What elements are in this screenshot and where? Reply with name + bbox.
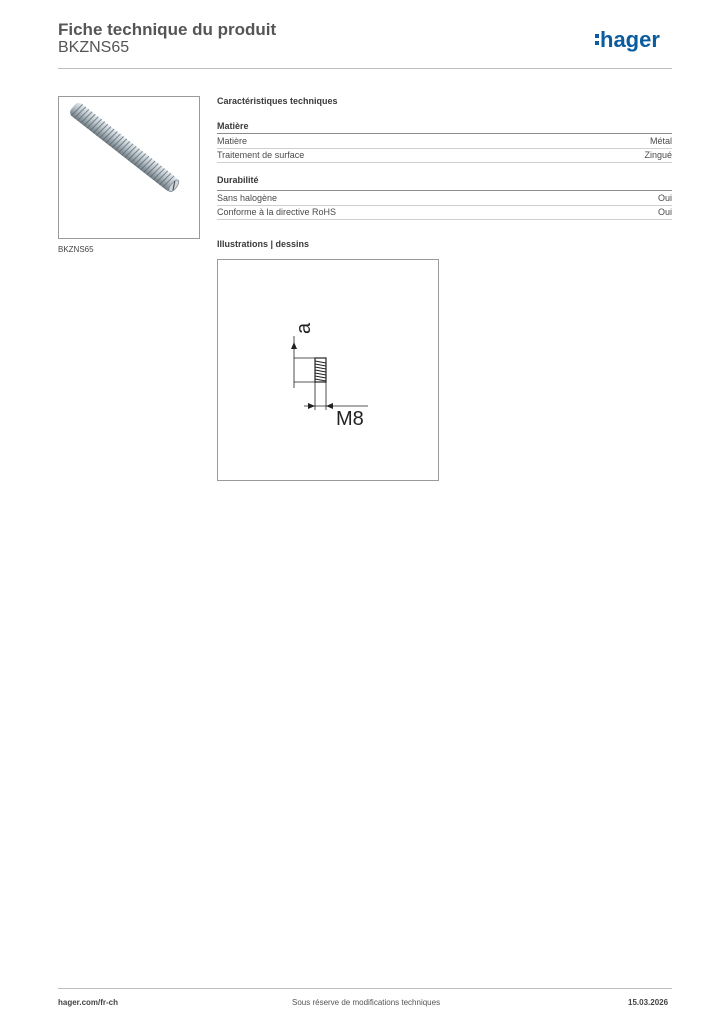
row-divider (217, 162, 672, 163)
page-title: Fiche technique du produit (58, 20, 277, 39)
spec-value: Oui (657, 207, 672, 217)
arrow-icon (326, 403, 333, 409)
spec-value: Métal (649, 136, 672, 146)
dimension-drawing (217, 259, 439, 481)
group-title-material: Matière (217, 121, 249, 131)
threaded-rod-illustration (59, 97, 200, 239)
spec-label: Traitement de surface (217, 150, 305, 160)
product-image-caption: BKZNS65 (58, 245, 94, 254)
specs-heading: Caractéristiques techniques (217, 96, 338, 106)
product-image (58, 96, 200, 239)
spec-label: Sans halogène (217, 193, 278, 203)
hager-logo-mark (595, 27, 675, 59)
dimension-drawing-svg (218, 260, 440, 482)
footer-notice: Sous réserve de modifications techniques (292, 998, 441, 1007)
arrow-icon (308, 403, 315, 409)
spec-row (217, 205, 672, 219)
spec-label: Matière (217, 136, 248, 146)
footer-divider (58, 988, 672, 989)
spec-row (217, 148, 672, 162)
dimension-label-a: a (293, 322, 315, 334)
spec-row (217, 191, 672, 205)
arrow-icon (291, 342, 297, 349)
hager-logo (595, 27, 675, 59)
spec-label: Conforme à la directive RoHS (217, 207, 337, 217)
row-divider (217, 219, 672, 220)
footer-website-link[interactable]: hager.com/fr-ch (58, 998, 119, 1007)
brand-name: hager (600, 27, 660, 52)
dimension-label-m8: M8 (336, 408, 364, 430)
group-title-durability: Durabilité (217, 175, 259, 185)
illustrations-heading: Illustrations | dessins (217, 239, 310, 249)
footer-date: 15.03.2026 (628, 998, 669, 1007)
spec-row (217, 134, 672, 148)
header-divider (58, 68, 672, 69)
spec-value: Oui (657, 193, 672, 203)
spec-value: Zingué (644, 150, 672, 160)
product-reference: BKZNS65 (58, 39, 130, 56)
length-dimension (294, 336, 315, 388)
